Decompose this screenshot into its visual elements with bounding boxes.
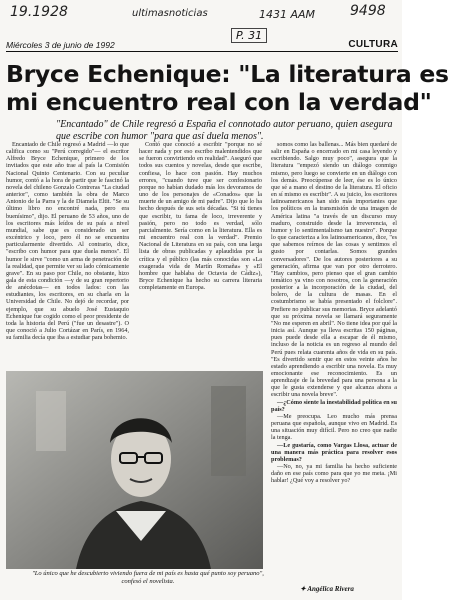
handwritten-date: 19.1928 [10, 4, 68, 20]
answer-2: —No, no, ya mi familia ha hecho suficiente daño en ese país como para que yo me meta. ¡Mi hablar! ¿Qué voy a resolver yo? [271, 463, 397, 485]
answer-1: —Me preocupa. Leo mucho más prensa peruana que española, aunque vivo en Madrid. Es una situación muy difícil. Pero no creo que nadie la tenga. [271, 412, 397, 442]
article-column-1 [6, 141, 129, 371]
subtitle: "Encantado" de Chile regresó a España el connotado autor peruano, quien asegura que escribe con humor "para que así duela menos". [56, 119, 393, 142]
column-1-text: Encantado de Chile regresó a Madrid —lo que califica como su "Perú corregido"— el escritor Alfredo Bryce Echenique, primero de los invitados que este año trae al país la Comisión Nacional Quinto Centenario. Con su peculiar humor, contó a la hora de partir que le fascinó la novela del chileno Gonzalo Contreras "La ciudad anterior", como también la obra de Marco Antonio de la Parra y la de Diamela Eltit. "Se su último libro no encontré nada, pero era buenísimo", dijo. El peruano de 53 años, uno de los escritores más leídos de su país a nivel mundial, sabe que es considerado un ser excéntrico y loco, pero él no se encuentra particularmente divertido. Al contrario, dice, "escribo con humor para que duela menos". El humor le sirve "como un arma de penetración de la realidad, que permite ver su lado cómicamente grave". En su paso por Chile, no obstante, hizo gala de esta condición —y de su gran repertorio de anécdotas— en todos lados: con las estudiantes, los escritores, en su charla en la Universidad de Chile. No dejó de recordar, por ejemplo, que su abuelo José Eustaquio Echenique fue cogido como el peor presidente de toda la historia del Perú ("fue un desastre"). O que conoció a Julio Cortázar en París, en 1964, su familia decía que iba a estudiar para bohemio. [6, 141, 129, 342]
handwritten-reference: 1431 AAM [259, 8, 316, 21]
issue-date: Miércoles 3 de junio de 1992 [6, 40, 115, 50]
headline [6, 60, 449, 116]
header [6, 40, 398, 52]
headline-line-2: mi encuentro real con la verdad" [6, 88, 432, 116]
column-3-text: somos como las ballenas... Más bien quedaré de salir en España o encerrado en mi casa leyendo y escribiendo. Salgo muy poco", asegura que la literatura "empezó siendo un diálogo conmigo mismo, pero luego se convierte en un diálogo con los demás. Preocúpense de leer, ése es lo único que sé a mano el destino de la literatura. El oficio en sí mismo es escribir". A su juicio, los escritores latinoamericanos han sido más importantes que los políticos en la transmisión de una imagen de América latina "a través de un discurso muy maduro, construido desde la irreverencia, el humor y lo sentimentalismo tan nuestro". Porque lo que caracteriza a los latinoamericanos, dice, "es que sabemos reírnos de las cosas y sentimos el gusto por contarlas. Somos grandes conversadores". De los autores posteriores a su generación, afirma que van por otro derrotero. "Hay cambios, pero pienso que el gran cambio temático ya vino con nosotros, con la generación posterior a la incorporación de la ciudad, del bolero, de la cultura de masas. En el costumbrismo se había presentado el folclore". Prefiere no publicar sus memorias. Bryce adelantó que su próxima novela se llamará seguramente "No me esperen en abril". No tiene idea por qué la inicia así. Aunque ya lleva escritas 150 páginas, pues puede desde ella a escapar de él mismo, incluso de la noticia es un regreso al mundo del Perú pues relata cuarenta años de vida en su país. "Es divertido sentir que en estos veinte años he estado aprendiendo a escribir una novela. Es muy emocionante ese reconocimiento. Es un aprendizaje de la brevedad para una persona a la que le gusta extenderse y que alcanza ahora a escribir una novela breve". [271, 141, 397, 399]
page-mark: P. 31 [231, 28, 267, 43]
handwritten-number: 9498 [350, 3, 386, 19]
portrait-illustration [6, 371, 263, 569]
section-label: CULTURA [348, 39, 398, 50]
question-1: —¿Cómo siente la inestabilidad política en su país? [271, 398, 397, 413]
article-column-3 [271, 141, 397, 579]
question-2: —Le gustaría, como Vargas Llosa, actuar de una manera más práctica para resolver esos problemas? [271, 441, 397, 463]
photo-caption: "Lo único que he descubierto viviendo fuera de mi país es hasta qué punto soy peruano", confesó el novelista. [32, 570, 264, 585]
headline-line-1: Bryce Echenique: "La literatura es [6, 60, 449, 88]
article-column-2 [139, 141, 262, 356]
newspaper-name-stamp: ultimasnoticias [132, 8, 208, 19]
byline: ✦ Angélica Rivera [300, 585, 354, 593]
column-2-text: Contó que conoció a escribir "porque no sé hacer nada y por eso escribo malentendidos que se fueron convirtiendo en realidad". Aseguró que todos sus cuentos y novelas, desde que escribe, confiesa, lo hace con pasión. Hay muchos errores, "cuando tuve que ser confesionario porque no habían dudado más los devoramos de uno de los personajes de «Conados» que la muerte de un amigo de mi padre". Dijo que lo ha hecho después de sus seis décadas. "Si tú tienes que escribir, tu fama de loco, irreverente y pasión, pero no todo es verdad, sólo parcialmente. Sería como en la literatura. Ella es mi encuentro real con la verdad". Premio Nacional de Literatura en su país, con una larga lista de obras publicadas y aplaudidas por la crítica y el público (las más conocidas son «La exagerada vida de Martín Romaña» y «El hombre que hablaba de Octavia de Cádiz»), Bryce Echenique ha hecho su carrera literaria completamente en Europa. [139, 141, 262, 292]
author-photo [6, 371, 263, 569]
